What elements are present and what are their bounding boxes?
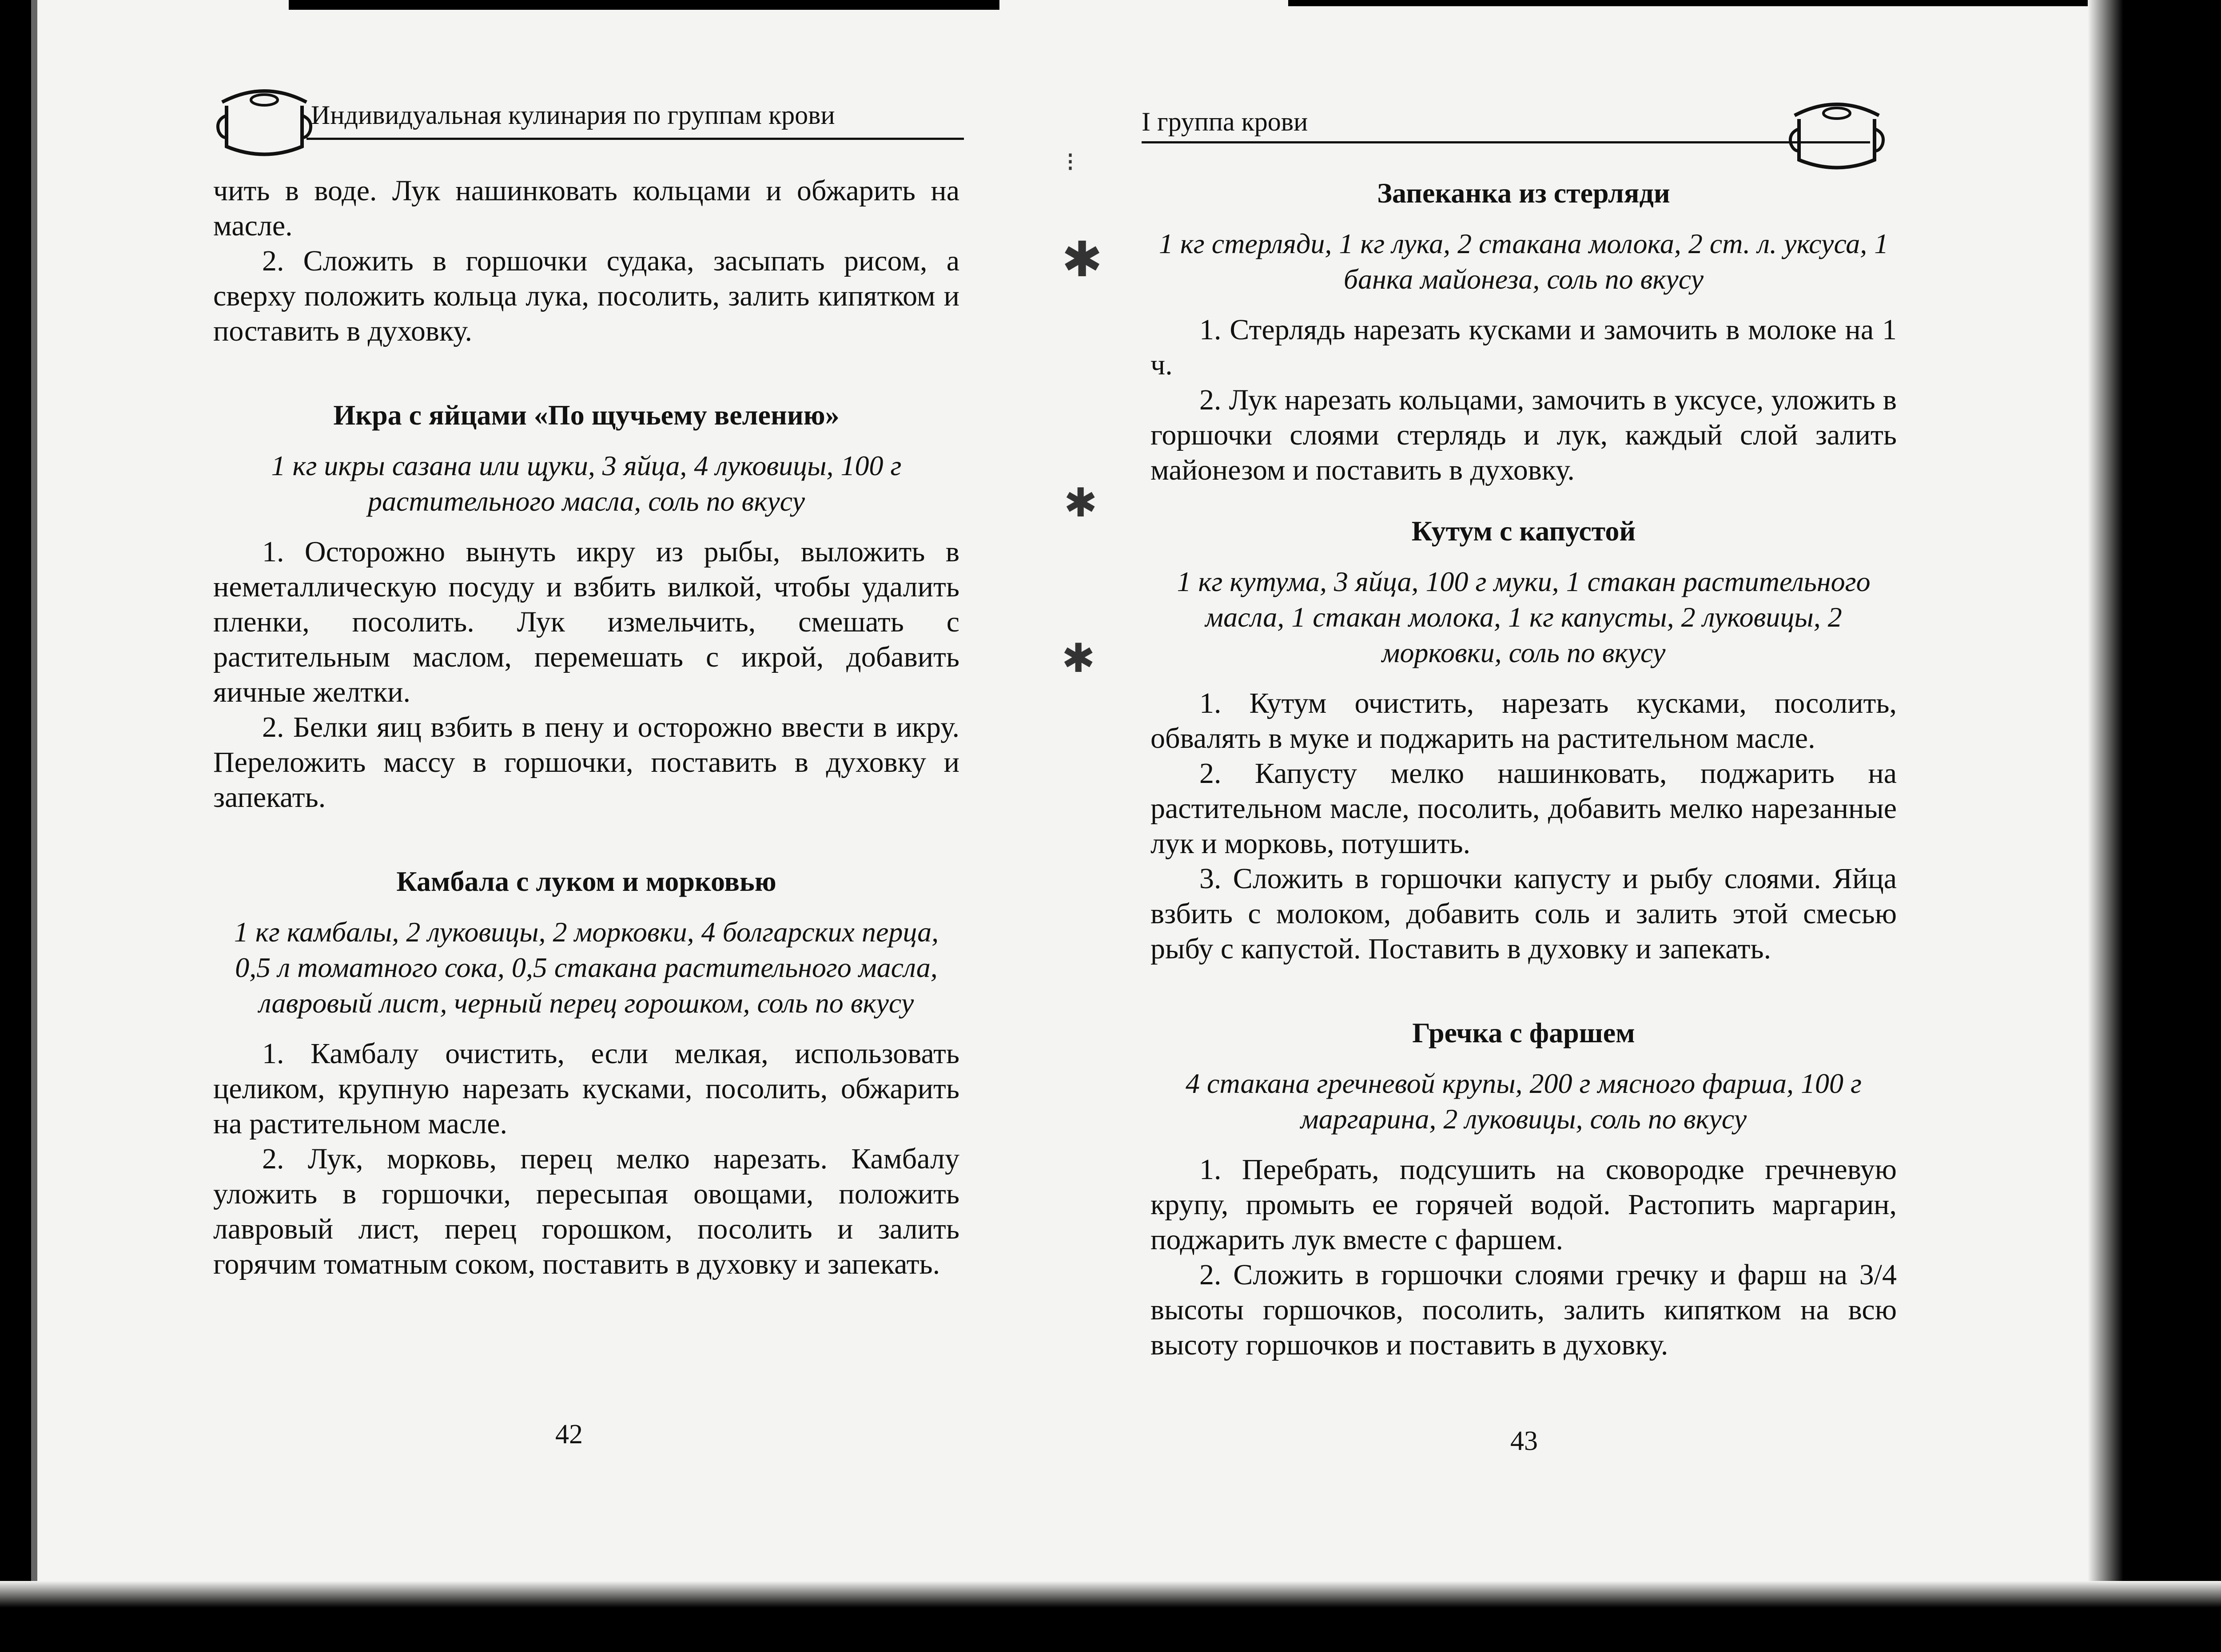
gutter-mark: ✱ bbox=[1064, 481, 1098, 525]
recipe-title: Запеканка из стерляди bbox=[1377, 177, 1670, 209]
recipe-step: 1. Стерлядь нарезать кусками и замочить в молоке на 1 ч. bbox=[1150, 314, 1897, 381]
recipe-title: Камбала с луком и морковью bbox=[396, 866, 776, 897]
gutter-mark: ✱ bbox=[1062, 233, 1103, 287]
header-rule bbox=[1142, 141, 1870, 143]
recipe-title: Кутум с капустой bbox=[1411, 515, 1636, 547]
recipe-ingredients: 4 стакана гречневой крупы, 200 г мясного фарша, 100 г маргарина, 2 луковицы, соль по вкусу bbox=[1186, 1068, 1862, 1135]
recipe-step: 1. Осторожно вынуть икру из рыбы, выложить в неметаллическую посуду и взбить вилкой, чтобы удалить пленки, посолить. Лук измельчить, смешать с растительным маслом, перемешать с икрой, добавить яичные желтки. bbox=[213, 536, 959, 708]
recipe-step: 2. Лук нарезать кольцами, замочить в уксусе, уложить в горшочки слоями стерлядь и лук, каждый слой залить майонезом и поставить в духовку. bbox=[1150, 384, 1897, 486]
page-number: 43 bbox=[1510, 1426, 1538, 1456]
recipe-step: 2. Капусту мелко нашинковать, поджарить на растительном масле, посолить, добавить мелко нарезанные лук и морковь, потушить. bbox=[1150, 757, 1897, 860]
header-rule bbox=[306, 138, 964, 140]
left-text-column bbox=[213, 173, 959, 1282]
right-text-column bbox=[1150, 175, 1897, 1362]
recipe-step: 1. Камбалу очистить, если мелкая, использовать целиком, крупную нарезать кусками, посолить, обжарить на растительном масле. bbox=[213, 1037, 959, 1140]
running-head: Индивидуальная кулинария по группам крови bbox=[311, 100, 835, 130]
recipe-step: 2. Лук, морковь, перец мелко нарезать. Камбалу уложить в горшочки, пересыпая овощами, положить лавровый лист, перец горошком, посолить и залить горячим томатным соком, поставить в духовку и запекать. bbox=[213, 1143, 959, 1280]
recipe-title: Гречка с фаршем bbox=[1412, 1017, 1635, 1048]
recipe-title: Икра с яйцами «По щучьему велению» bbox=[333, 399, 840, 431]
paragraph: 2. Сложить в горшочки судака, засыпать рисом, а сверху положить кольца лука, посолить, залить кипятком и поставить в духовку. bbox=[213, 245, 959, 347]
page-number: 42 bbox=[555, 1419, 583, 1449]
recipe-ingredients: 1 кг стерляди, 1 кг лука, 2 стакана молока, 2 ст. л. уксуса, 1 банка майонеза, соль по вкусу bbox=[1158, 228, 1889, 295]
recipe-ingredients: 1 кг камбалы, 2 луковицы, 2 морковки, 4 болгарских перца, 0,5 л томатного сока, 0,5 стакана растительного масла, лавровый лист, черный перец горошком, соль по вкусу bbox=[234, 916, 939, 1019]
recipe-step: 1. Кутум очистить, нарезать кусками, посолить, обвалять в муке и поджарить на растительном масле. bbox=[1150, 687, 1897, 755]
recipe-step: 1. Перебрать, подсушить на сковородке гречневую крупу, промыть ее горячей водой. Растопить маргарин, поджарить лук вместе с фаршем. bbox=[1150, 1153, 1897, 1256]
paragraph: чить в воде. Лук нашинковать кольцами и обжарить на масле. bbox=[213, 175, 959, 242]
gutter-mark: ✱ bbox=[1062, 637, 1095, 681]
cooking-pot-icon bbox=[213, 71, 315, 160]
recipe-step: 3. Сложить в горшочки капусту и рыбу слоями. Яйца взбить с молоком, добавить соль и залить этой смесью рыбу с капустой. Поставить в духовку и запекать. bbox=[1150, 862, 1897, 965]
gutter-mark: ⁝ bbox=[1066, 147, 1075, 177]
recipe-ingredients: 1 кг икры сазана или щуки, 3 яйца, 4 луковицы, 100 г растительного масла, соль по вкусу bbox=[271, 450, 902, 517]
right-page bbox=[1075, 0, 2150, 1652]
running-head: I группа крови bbox=[1142, 107, 1308, 136]
cooking-pot-icon bbox=[1786, 84, 1888, 173]
recipe-ingredients: 1 кг кутума, 3 яйца, 100 г муки, 1 стакан растительного масла, 1 стакан молока, 1 кг капусты, 2 луковицы, 2 морковки, соль по вкусу bbox=[1177, 566, 1871, 668]
recipe-step: 2. Сложить в горшочки слоями гречку и фарш на 3/4 высоты горшочков, посолить, залить кипятком на всю высоту горшочков и поставить в духовку. bbox=[1150, 1259, 1897, 1361]
recipe-step: 2. Белки яиц взбить в пену и осторожно ввести в икру. Переложить массу в горшочки, поставить в духовку и запекать. bbox=[213, 711, 959, 814]
